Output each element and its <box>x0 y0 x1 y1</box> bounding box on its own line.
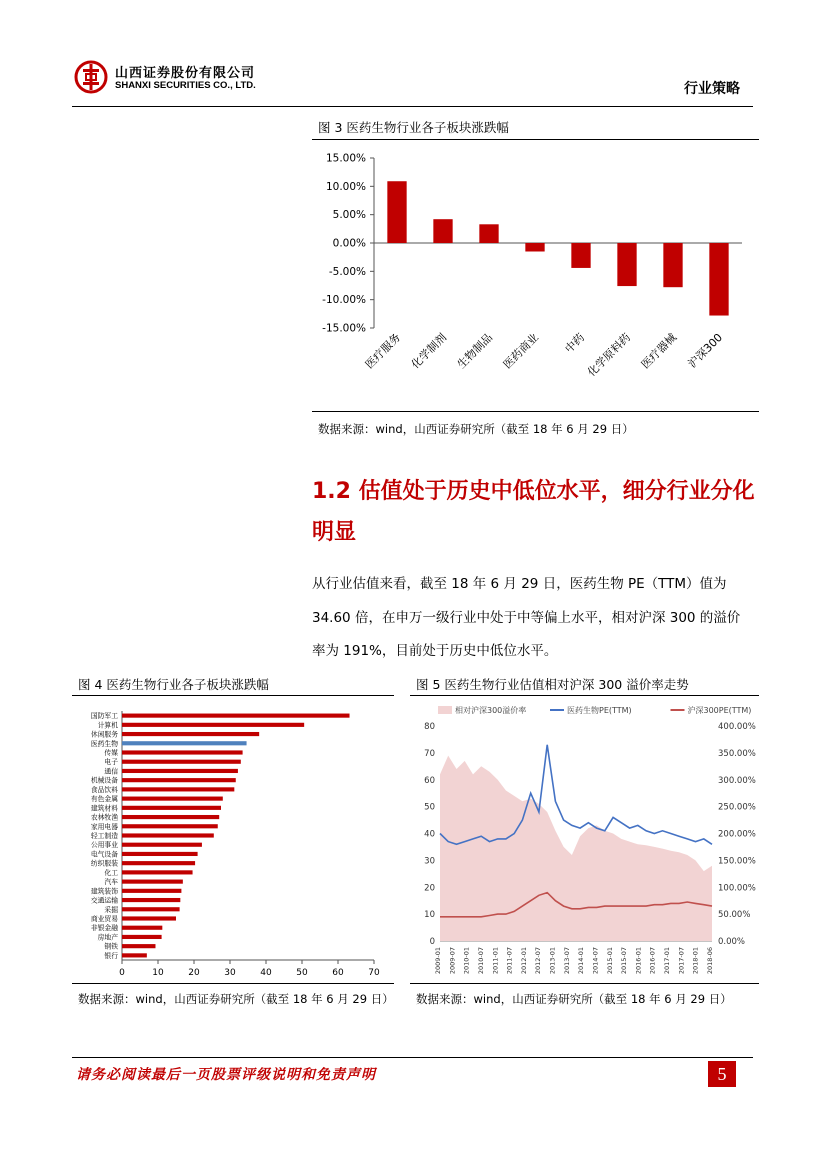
y-tick-label: 农林牧渔 <box>90 813 118 822</box>
bar <box>387 181 406 243</box>
x-tick-label: 0 <box>119 968 125 978</box>
bar <box>122 723 304 727</box>
y-right-tick-label: 50.00% <box>718 910 751 921</box>
x-tick-label: 40 <box>260 968 272 978</box>
figure3-title: 图 3 医药生物行业各子板块涨跌幅 <box>318 120 509 135</box>
bar <box>122 843 202 847</box>
y-right-tick-label: 150.00% <box>718 856 756 867</box>
y-tick-label: 机械设备 <box>90 776 118 785</box>
bar <box>122 944 155 948</box>
y-right-tick-label: 200.00% <box>718 829 756 840</box>
y-tick-label: 0.00% <box>332 237 366 250</box>
bar <box>479 224 498 243</box>
bar <box>122 760 241 764</box>
y-tick-label: 电气设备 <box>90 850 118 859</box>
bar <box>525 243 544 252</box>
footer-disclaimer: 请务必阅读最后一页股票评级说明和免责声明 <box>76 1067 376 1083</box>
bar <box>122 833 214 837</box>
bar <box>709 243 728 316</box>
figure3-bar-chart <box>312 142 759 408</box>
x-tick-label: 30 <box>224 968 236 978</box>
legend-label: 沪深300PE(TTM) <box>687 706 752 715</box>
y-tick-label: 5.00% <box>332 209 366 222</box>
y-tick-label: 有色金属 <box>90 795 118 804</box>
bar <box>122 750 243 754</box>
document-type: 行业策略 <box>684 81 740 97</box>
y-tick-label: 交通运输 <box>90 896 118 905</box>
figure3-bottom-rule <box>312 411 759 412</box>
y-left-tick-label: 20 <box>424 883 435 894</box>
y-tick-label: -10.00% <box>322 294 366 307</box>
figure5-source: 数据来源：wind，山西证券研究所（截至 18 年 6 月 29 日） <box>416 992 732 1006</box>
x-tick-label: 2014-07 <box>591 947 600 975</box>
bar <box>122 916 176 920</box>
bar <box>122 889 181 893</box>
header-rule <box>72 106 753 107</box>
figure4-bottom-rule <box>72 983 394 984</box>
bar <box>122 852 198 856</box>
x-tick-label: 2016-07 <box>648 947 657 975</box>
paragraph-line-2: 34.60 倍，在申万一级行业中处于中等偏上水平，相对沪深 300 的溢价 <box>312 610 741 626</box>
x-tick-label: 沪深300 <box>685 330 726 371</box>
figure3-top-rule <box>312 139 759 140</box>
y-right-tick-label: 400.00% <box>718 722 756 732</box>
company-name-cn: 山西证券股份有限公司 <box>115 66 256 81</box>
x-tick-label: 2018-06 <box>706 947 714 975</box>
figure3-source: 数据来源：wind，山西证券研究所（截至 18 年 6 月 29 日） <box>318 422 634 436</box>
x-tick-label: 2010-07 <box>476 947 485 975</box>
bar <box>122 815 219 819</box>
bar <box>571 243 590 268</box>
y-tick-label: 电子 <box>104 758 118 767</box>
x-tick-label: 50 <box>296 968 308 978</box>
y-right-tick-label: 300.00% <box>718 775 756 786</box>
bar <box>122 824 218 828</box>
y-left-tick-label: 50 <box>424 802 435 813</box>
bar <box>122 741 247 745</box>
y-tick-label: 房地产 <box>97 933 118 942</box>
x-tick-label: 医疗器械 <box>638 330 680 372</box>
x-tick-label: 2015-01 <box>605 947 614 975</box>
bar <box>122 870 193 874</box>
legend-swatch <box>438 706 452 714</box>
footer-rule <box>72 1057 753 1058</box>
bar <box>122 732 259 736</box>
y-tick-label: 采掘 <box>104 905 118 914</box>
y-tick-label: 轻工制造 <box>90 832 118 840</box>
y-tick-label: 公用事业 <box>90 841 118 850</box>
figure4-bar-chart <box>72 703 394 979</box>
premium-area <box>440 756 712 941</box>
bar <box>122 935 162 939</box>
y-tick-label: 传媒 <box>104 749 118 757</box>
company-logo-icon <box>74 60 108 94</box>
bar <box>122 898 180 902</box>
x-tick-label: 医疗服务 <box>362 330 404 372</box>
x-tick-label: 化学制剂 <box>408 330 450 372</box>
x-tick-label: 2011-01 <box>491 947 500 975</box>
y-left-tick-label: 0 <box>429 937 435 947</box>
x-tick-label: 2009-01 <box>434 947 442 975</box>
y-tick-label: -5.00% <box>328 265 366 278</box>
x-tick-label: 生物制品 <box>454 330 496 372</box>
y-tick-label: 家用电器 <box>90 822 118 831</box>
y-right-tick-label: 0.00% <box>718 937 746 947</box>
figure5-bottom-rule <box>410 983 759 984</box>
y-tick-label: 化工 <box>104 868 118 877</box>
y-left-tick-label: 40 <box>424 829 435 840</box>
x-tick-label: 化学原料药 <box>585 330 634 380</box>
paragraph-line-1: 从行业估值来看，截至 18 年 6 月 29 日，医药生物 PE（TTM）值为 <box>312 576 727 592</box>
y-tick-label: 国防军工 <box>90 712 118 721</box>
y-tick-label: 银行 <box>104 951 118 960</box>
company-name-en: SHANXI SECURITIES CO., LTD. <box>115 80 256 91</box>
y-tick-label: 医药生物 <box>90 739 118 748</box>
x-tick-label: 70 <box>368 968 380 978</box>
bar <box>122 953 147 957</box>
bar <box>122 926 162 930</box>
bar <box>122 806 221 810</box>
paragraph-line-3: 率为 191%，目前处于历史中低位水平。 <box>312 643 558 659</box>
x-tick-label: 2017-07 <box>677 947 686 975</box>
y-right-tick-label: 250.00% <box>718 802 756 813</box>
y-tick-label: 商业贸易 <box>90 915 118 923</box>
y-tick-label: 非银金融 <box>90 924 118 933</box>
bar <box>122 880 183 884</box>
bar <box>617 243 636 286</box>
y-tick-label: -15.00% <box>322 322 366 335</box>
bar <box>122 714 350 718</box>
y-left-tick-label: 60 <box>424 775 435 786</box>
y-right-tick-label: 100.00% <box>718 883 756 894</box>
x-tick-label: 中药 <box>562 330 588 356</box>
x-tick-label: 2017-01 <box>663 947 672 975</box>
x-tick-label: 2010-01 <box>462 947 471 975</box>
x-tick-label: 2012-01 <box>519 947 528 975</box>
y-tick-label: 计算机 <box>97 721 118 730</box>
x-tick-label: 2009-07 <box>448 947 457 975</box>
x-tick-label: 60 <box>332 968 344 978</box>
bar <box>433 219 452 243</box>
figure4-title: 图 4 医药生物行业各子板块涨跌幅 <box>78 677 269 692</box>
x-tick-label: 2015-07 <box>620 947 629 975</box>
x-tick-label: 2012-07 <box>534 947 543 975</box>
x-tick-label: 2013-07 <box>562 947 571 975</box>
y-tick-label: 建筑材料 <box>90 804 118 813</box>
figure4-top-rule <box>72 695 394 696</box>
bar <box>122 797 223 801</box>
y-tick-label: 纺织服装 <box>90 859 118 868</box>
bar <box>122 787 234 791</box>
x-tick-label: 2013-01 <box>548 947 557 975</box>
page-number: 5 <box>708 1061 736 1087</box>
legend-label: 相对沪深300溢价率 <box>455 706 527 715</box>
y-right-tick-label: 350.00% <box>718 748 756 759</box>
bar <box>122 861 195 865</box>
bar <box>122 778 236 782</box>
x-tick-label: 医药商业 <box>500 330 542 372</box>
y-tick-label: 食品饮料 <box>90 785 118 794</box>
y-tick-label: 休闲服务 <box>90 730 118 739</box>
y-tick-label: 15.00% <box>325 152 366 165</box>
y-tick-label: 钢铁 <box>104 942 118 951</box>
figure5-top-rule <box>410 695 759 696</box>
bar <box>122 907 180 911</box>
x-tick-label: 2014-01 <box>577 947 586 975</box>
y-tick-label: 汽车 <box>104 878 118 887</box>
x-tick-label: 2018-01 <box>691 947 700 975</box>
figure5-title: 图 5 医药生物行业估值相对沪深 300 溢价率走势 <box>416 677 689 692</box>
y-tick-label: 建筑装饰 <box>90 887 118 896</box>
bar <box>122 769 238 773</box>
y-left-tick-label: 30 <box>424 856 435 867</box>
bar <box>663 243 682 287</box>
y-tick-label: 通信 <box>104 767 118 776</box>
figure4-source: 数据来源：wind，山西证券研究所（截至 18 年 6 月 29 日） <box>78 992 394 1006</box>
x-tick-label: 20 <box>188 968 200 978</box>
y-left-tick-label: 70 <box>424 748 435 759</box>
section-heading-line2: 明显 <box>312 520 357 545</box>
y-left-tick-label: 10 <box>424 910 435 921</box>
x-tick-label: 2016-01 <box>634 947 643 975</box>
y-tick-label: 10.00% <box>325 180 366 193</box>
figure5-line-chart <box>410 698 759 980</box>
x-tick-label: 2011-07 <box>505 947 514 975</box>
x-tick-label: 10 <box>152 968 164 978</box>
section-heading-line1: 1.2 估值处于历史中低位水平，细分行业分化 <box>312 479 755 504</box>
y-left-tick-label: 80 <box>424 722 435 732</box>
legend-label: 医药生物PE(TTM) <box>567 706 632 715</box>
